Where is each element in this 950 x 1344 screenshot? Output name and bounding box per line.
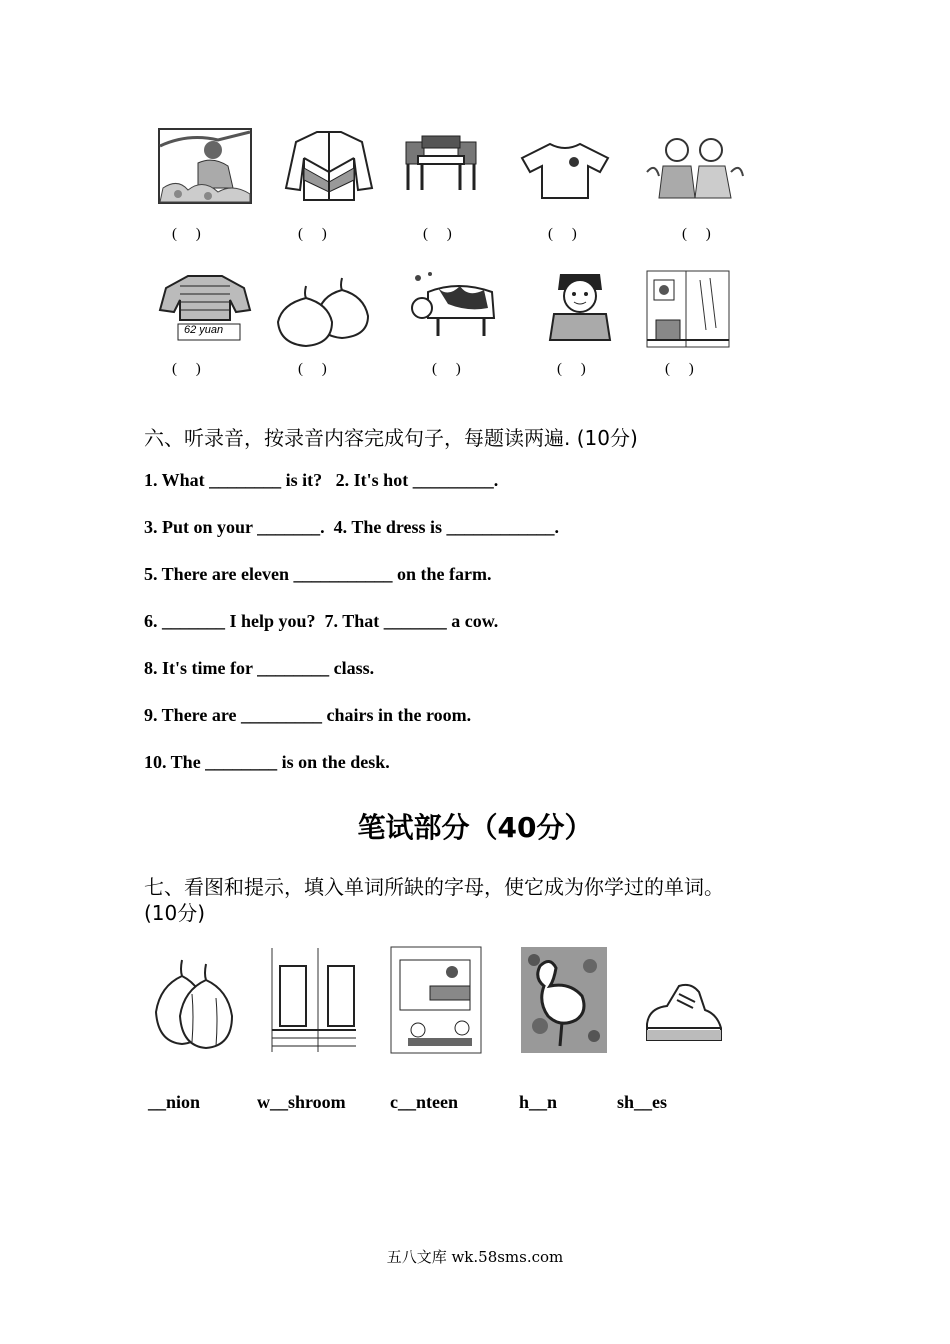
cow-icon [408,268,502,344]
tshirt-icon [520,140,610,202]
sentence-line: 8. It's time for ________ class. [144,658,375,678]
boy-icon [542,270,618,342]
answer-paren: ( ) [172,361,201,377]
footer-watermark: 五八文库 wk.58sms.com [386,1248,564,1266]
onions-icon [272,276,372,348]
table-chairs-icon [404,134,478,194]
answer-paren: ( ) [423,226,452,242]
jacket-icon [282,128,376,204]
hen-icon [520,946,608,1054]
price-tag: 62 yuan [184,324,224,336]
room-icon [646,270,730,348]
sentence-line: 1. What ________ is it? 2. It's hot _________. [144,470,499,490]
sweater-icon [158,272,252,344]
fill-word: __nion [148,1092,201,1112]
shoes-icon [643,974,725,1044]
sentence-line: 3. Put on your _______. 4. The dress is ____________. [144,517,560,537]
washroom-icon [270,946,358,1054]
sentence-line: 9. There are _________ chairs in the room. [144,705,472,725]
girl-picking-vegetables-icon [158,128,252,204]
fill-word: c__nteen [390,1092,458,1112]
section7-heading: 七、看图和提示，填入单词所缺的字母，使它成为你学过的单词。 [144,875,724,899]
fill-word: w__shroom [257,1092,346,1112]
answer-paren: ( ) [682,226,711,242]
onions-icon [152,956,238,1052]
two-girls-icon [645,132,745,204]
answer-paren: ( ) [172,226,201,242]
fill-word: sh__es [617,1092,668,1112]
canteen-icon [390,946,482,1054]
sentence-line: 6. _______ I help you? 7. That _______ a cow. [144,611,499,631]
answer-paren: ( ) [298,361,327,377]
written-part-title: 笔试部分（40分） [357,811,593,844]
answer-paren: ( ) [298,226,327,242]
sentence-line: 5. There are eleven ___________ on the farm. [144,564,492,584]
section7-heading-score: (10分) [144,901,206,925]
answer-paren: ( ) [665,361,694,377]
fill-word: h__n [519,1092,558,1112]
answer-paren: ( ) [548,226,577,242]
answer-paren: ( ) [557,361,586,377]
answer-paren: ( ) [432,361,461,377]
section6-heading: 六、听录音，按录音内容完成句子，每题读两遍. (10分) [144,426,638,450]
sentence-line: 10. The ________ is on the desk. [144,752,390,772]
